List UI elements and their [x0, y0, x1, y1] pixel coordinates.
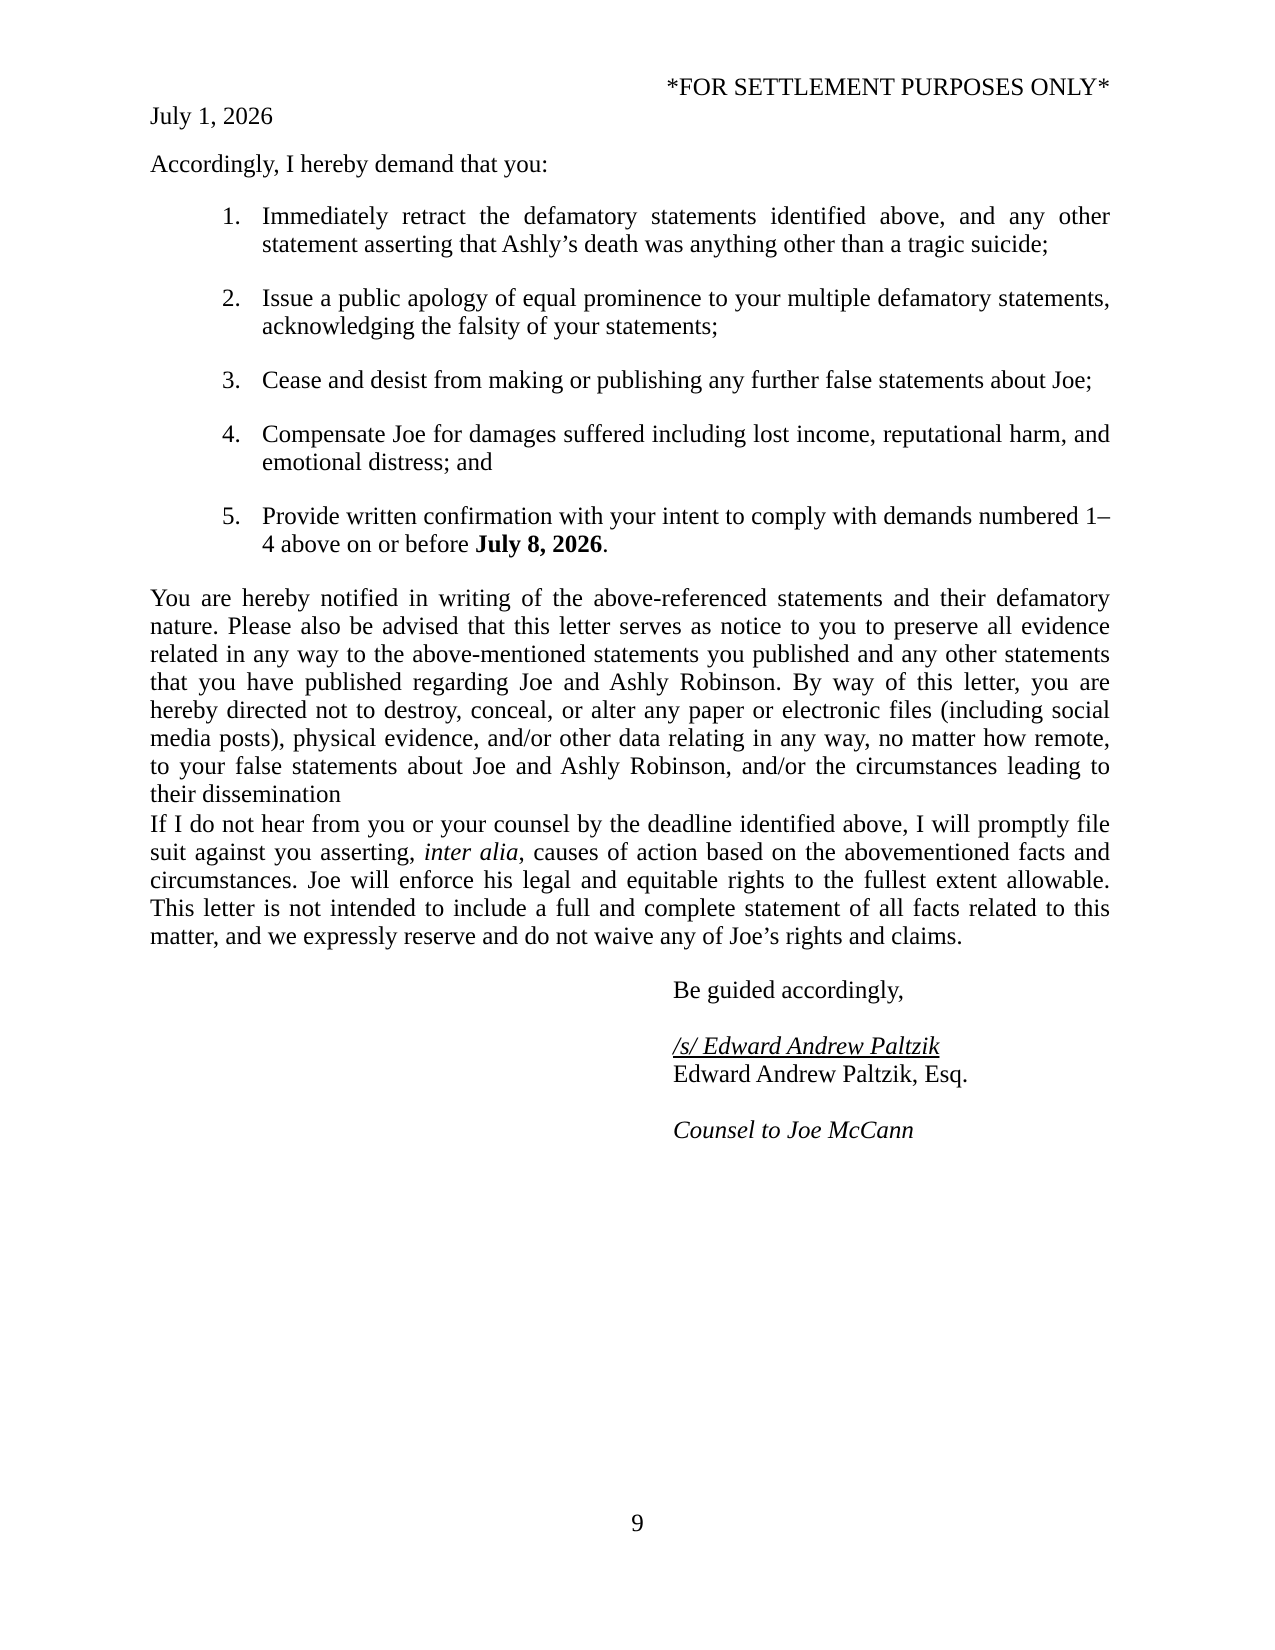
demand-number: 2. — [222, 285, 241, 312]
signer-name: Edward Andrew Paltzik, Esq. — [673, 1061, 969, 1088]
demand-item — [150, 503, 1110, 559]
demand-text-lead: Provide written confirmation with your intent to comply with demands numbered 1–4 above on or before — [262, 503, 1110, 558]
demand-item — [150, 203, 1110, 259]
demand-text: Cease and desist from making or publishing any further false statements about Joe; — [262, 367, 1093, 394]
settlement-notice: *FOR SETTLEMENT PURPOSES ONLY* — [666, 74, 1110, 101]
closing-line: Be guided accordingly, — [673, 977, 904, 1004]
litigation-text-lead: If I do not hear from you or your counsel by the deadline identified above, I will promptly file suit against you asserting, — [150, 811, 1110, 866]
demand-number: 5. — [222, 503, 241, 530]
demand-text: Immediately retract the defamatory statements identified above, and any other statement asserting that Ashly’s death was anything other than a tragic suicide; — [262, 203, 1110, 258]
page-number: 9 — [631, 1510, 644, 1537]
latin-term: inter alia — [423, 839, 519, 866]
signer-role: Counsel to Joe McCann — [673, 1117, 914, 1144]
demand-number: 3. — [222, 367, 241, 394]
demand-text: Compensate Joe for damages suffered including lost income, reputational harm, and emotional distress; and — [262, 421, 1110, 476]
demand-text — [262, 503, 1110, 559]
demand-list — [150, 203, 1110, 585]
signature-block — [673, 977, 1113, 1145]
demand-number: 1. — [222, 203, 241, 230]
demand-number: 4. — [222, 421, 241, 448]
demand-item — [150, 421, 1110, 477]
demand-intro: Accordingly, I hereby demand that you: — [150, 151, 549, 178]
letter-date: July 1, 2026 — [150, 103, 273, 130]
demand-text-tail: . — [602, 531, 609, 558]
preservation-notice-paragraph: You are hereby notified in writing of the above-referenced statements and their defamatory nature. Please also be advised that this letter serves as notice to you to preserve all evidence related in any way to the above-mentioned statements you published and any other statements that you have published regarding Joe and Ashly Robinson. By way of this letter, you are hereby directed not to destroy, conceal, or alter any paper or electronic files (including social media posts), physical evidence, and/or other data relating in any way, no matter how remote, to your false statements about Joe and Ashly Robinson, and/or the circumstances leading to their dissemination — [150, 585, 1110, 808]
demand-item — [150, 367, 1110, 395]
demand-item — [150, 285, 1110, 341]
litigation-warning-paragraph — [150, 811, 1110, 951]
litigation-text-tail: , causes of action based on the abovementioned facts and circumstances. Joe will enforce his legal and equitable rights to the fullest extent allowable. This letter is not intended to include a full and complete statement of all facts related to this matter, and we expressly reserve and do not waive any of Joe’s rights and claims. — [150, 839, 1110, 950]
response-deadline: July 8, 2026 — [475, 531, 603, 558]
electronic-signature: /s/ Edward Andrew Paltzik — [673, 1033, 940, 1060]
demand-text: Issue a public apology of equal prominence to your multiple defamatory statements, acknowledging the falsity of your statements; — [262, 285, 1110, 340]
